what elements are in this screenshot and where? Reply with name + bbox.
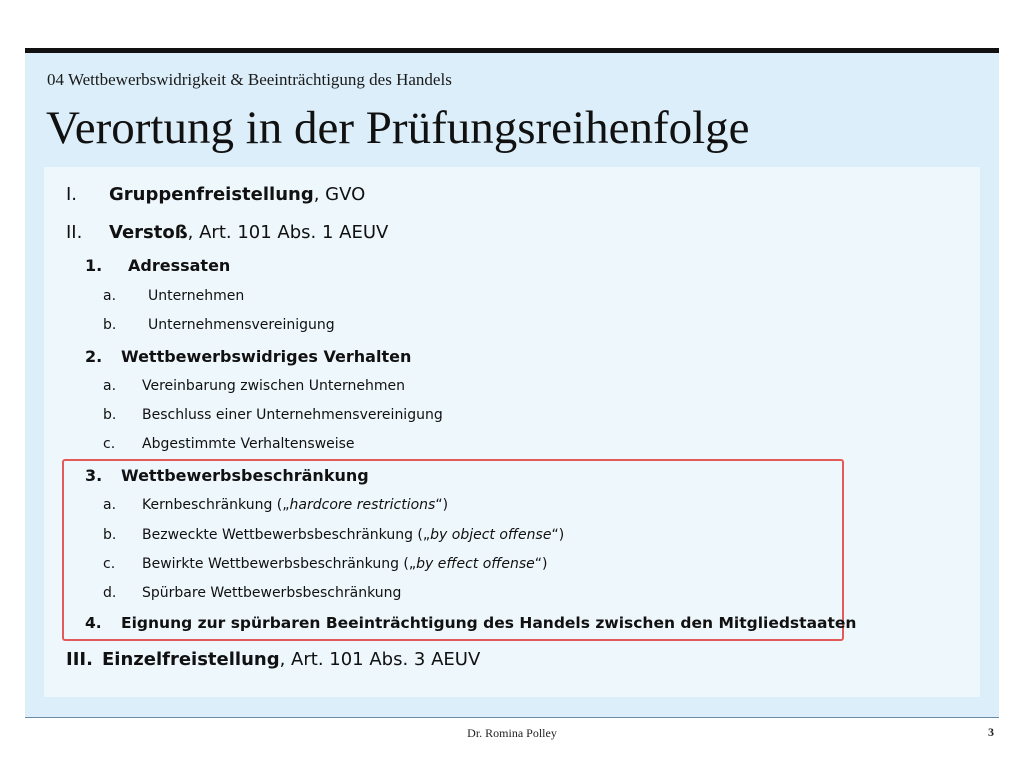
outline-number: I. xyxy=(66,184,78,205)
outline-number: 4. xyxy=(85,614,102,632)
outline-text: Unternehmen xyxy=(148,288,245,304)
outline-heading: Adressaten xyxy=(128,256,231,275)
outline-text: , Art. 101 Abs. 1 AEUV xyxy=(187,222,389,243)
outline-text: , Art. 101 Abs. 3 AEUV xyxy=(279,649,481,670)
outline-italic-text: hardcore restrictions xyxy=(289,497,436,513)
outline-text: , GVO xyxy=(313,184,366,205)
outline-italic-text: by object offense xyxy=(430,527,552,543)
outline-heading: Eignung zur spürbaren Beeinträchtigung des Handels zwischen den Mitgliedstaaten xyxy=(121,614,857,632)
outline-heading: Wettbewerbswidriges Verhalten xyxy=(121,347,412,366)
outline-number: II. xyxy=(66,222,83,243)
outline-heading: Einzelfreistellung xyxy=(102,649,280,670)
outline-text: Vereinbarung zwischen Unternehmen xyxy=(142,378,405,394)
outline-text: “) xyxy=(435,497,449,513)
slide-title: Verortung in der Prüfungsreihenfolge xyxy=(46,102,750,154)
footer-author: Dr. Romina Polley xyxy=(467,726,557,740)
outline-heading: Gruppenfreistellung xyxy=(109,184,314,205)
outline-text: Beschluss einer Unternehmensvereinigung xyxy=(142,407,443,423)
outline-text: Abgestimmte Verhaltensweise xyxy=(142,436,355,452)
outline-number: a. xyxy=(103,497,117,513)
slide-subtitle: 04 Wettbewerbswidrigkeit & Beeinträchtigung des Handels xyxy=(47,70,452,89)
outline-text: Bewirkte Wettbewerbsbeschränkung („ xyxy=(142,556,417,572)
outline-number: 3. xyxy=(85,466,103,485)
outline-number: b. xyxy=(103,407,117,423)
outline-number: d. xyxy=(103,585,117,601)
outline-heading: Verstoß xyxy=(109,222,188,243)
outline-text: Unternehmensvereinigung xyxy=(148,317,335,333)
outline-number: c. xyxy=(103,556,116,572)
outline-text: Kernbeschränkung („ xyxy=(142,497,290,513)
outline-number: 1. xyxy=(85,256,103,275)
outline-text: “) xyxy=(534,556,548,572)
outline-number: III. xyxy=(66,649,93,670)
outline-heading: Wettbewerbsbeschränkung xyxy=(121,466,369,485)
outline-text: Spürbare Wettbewerbsbeschränkung xyxy=(142,585,402,601)
outline-number: 2. xyxy=(85,347,103,366)
outline-number: b. xyxy=(103,317,117,333)
outline-number: b. xyxy=(103,527,117,543)
page-number: 3 xyxy=(988,725,994,739)
outline-number: c. xyxy=(103,436,116,452)
outline-number: a. xyxy=(103,288,117,304)
outline-text: Bezweckte Wettbewerbsbeschränkung („ xyxy=(142,527,431,543)
outline-number: a. xyxy=(103,378,117,394)
footer-divider xyxy=(25,717,999,718)
outline-text: “) xyxy=(551,527,565,543)
outline-italic-text: by effect offense xyxy=(416,556,535,572)
